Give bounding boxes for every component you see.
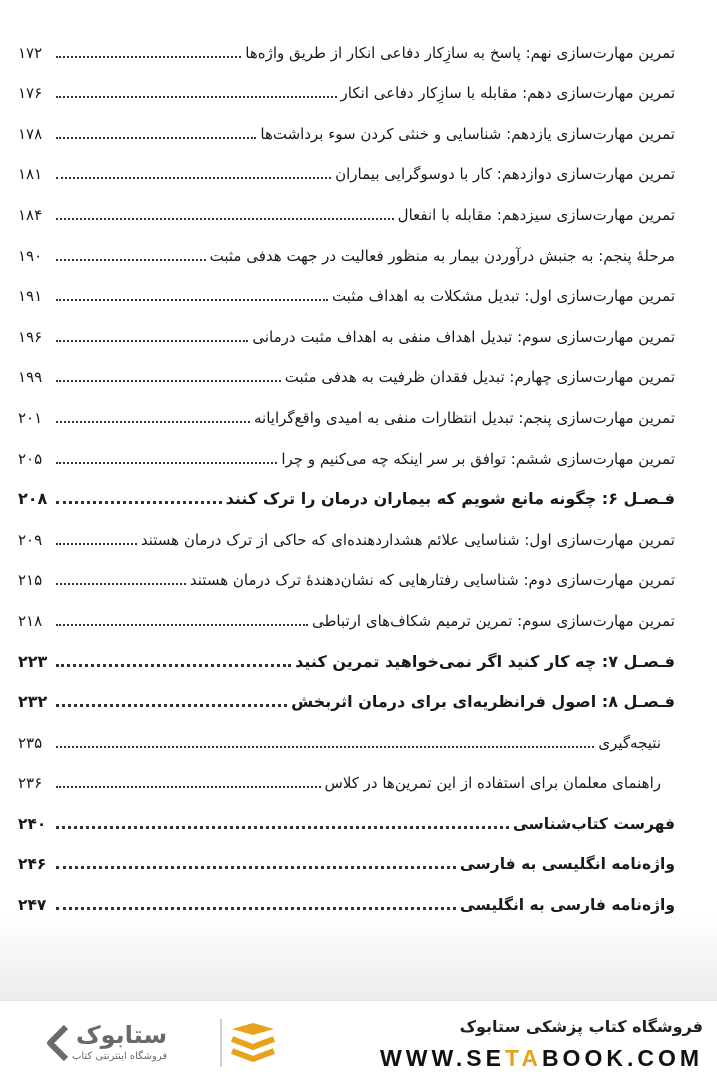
toc-page-number: ۱۹۹ (18, 368, 43, 387)
toc-page-number: ۲۰۱ (18, 408, 43, 427)
dot-leader (56, 136, 256, 139)
logo-tagline: فروشگاه اینترنتی کتاب (72, 1051, 168, 1062)
url-part-accent: TA (504, 1045, 542, 1071)
dot-leader (56, 500, 222, 504)
toc-row[interactable] (18, 22, 675, 63)
toc-row[interactable] (18, 793, 675, 834)
toc-row[interactable] (18, 590, 675, 631)
toc-page-number: ۲۴۰ (18, 814, 47, 833)
toc-row[interactable] (18, 63, 675, 104)
toc-page-number: ۱۷۲ (18, 43, 43, 62)
toc-chapter-row[interactable] (18, 672, 675, 713)
toc-page-number: ۱۸۴ (18, 205, 43, 224)
toc-title: فـصـل ۶: چگونه مانع شویم که بیماران درمان را ترک کنند (225, 489, 675, 509)
dot-leader (56, 258, 206, 261)
dot-leader (56, 379, 281, 382)
toc-row[interactable] (18, 874, 675, 915)
toc-title: نتیجه‌گیری (598, 733, 661, 752)
dot-leader (56, 217, 394, 220)
toc-title: تمرین مهارت‌سازی نهم: پاسخ به سازِکار دفاعی انکار از طریق واژه‌ها (245, 43, 675, 62)
toc-page-number: ۲۳۲ (18, 692, 48, 712)
toc-row[interactable] (18, 550, 675, 591)
toc-page-number: ۲۱۸ (18, 611, 43, 630)
table-of-contents (18, 22, 675, 915)
dot-leader (56, 865, 456, 869)
toc-page-number: ۱۹۶ (18, 327, 43, 346)
logo-wordmark: ستابوک (76, 1021, 168, 1049)
dot-leader (56, 298, 328, 301)
toc-title: مرحلهٔ پنجم: به جنبش درآوردن بیمار به منظور فعالیت در جهت هدفی مثبت (209, 246, 675, 265)
toc-row[interactable] (18, 184, 675, 225)
toc-page-number: ۱۷۸ (18, 124, 43, 143)
toc-row[interactable] (18, 306, 675, 347)
toc-page-number: ۲۱۵ (18, 571, 43, 590)
dot-leader (56, 623, 308, 626)
dot-leader (56, 55, 241, 58)
toc-title: تمرین مهارت‌سازی پنجم: تبدیل انتظارات منفی به امیدی واقع‌گرایانه (254, 408, 675, 427)
dot-leader (56, 339, 248, 342)
toc-page-number: ۲۰۵ (18, 449, 43, 468)
dot-leader (56, 785, 321, 788)
dot-leader (56, 420, 250, 423)
toc-chapter-row[interactable] (18, 631, 675, 672)
dot-leader (56, 906, 456, 910)
toc-title: تمرین مهارت‌سازی اول: شناسایی علائم هشداردهنده‌ای که حاکی از ترک درمان هستند (140, 530, 675, 549)
store-name: فروشگاه کتاب پزشکی ستابوک (459, 1017, 703, 1036)
toc-title: تمرین مهارت‌سازی دوازدهم: کار با دوسوگرایی بیماران (335, 165, 675, 184)
toc-title: تمرین مهارت‌سازی ششم: توافق بر سر اینکه چه می‌کنیم و چرا (281, 449, 675, 468)
dot-leader (56, 542, 137, 545)
toc-row[interactable] (18, 387, 675, 428)
url-part-1: WWW.SE (380, 1045, 505, 1071)
dot-leader (56, 95, 337, 98)
toc-chapter-row[interactable] (18, 469, 675, 510)
toc-row[interactable] (18, 266, 675, 307)
toc-page-number: ۲۳۵ (18, 733, 43, 752)
toc-title: تمرین مهارت‌سازی دهم: مقابله با سازِکار دفاعی انکار (340, 84, 675, 103)
toc-page-number: ۱۹۰ (18, 246, 43, 265)
toc-title: تمرین مهارت‌سازی سوم: تمرین ترمیم شکاف‌های ارتباطی (311, 611, 675, 630)
logo-divider (220, 1019, 222, 1067)
setabook-logo[interactable] (28, 1015, 278, 1071)
toc-title: تمرین مهارت‌سازی سیزدهم: مقابله با انفعال (397, 205, 675, 224)
dot-leader (56, 745, 594, 748)
book-stack-logo-icon (228, 1019, 278, 1069)
dot-leader (56, 461, 277, 464)
dot-leader (56, 663, 291, 667)
toc-row[interactable] (18, 144, 675, 185)
toc-page-number: ۱۹۱ (18, 287, 43, 306)
dot-leader (56, 825, 509, 829)
toc-page-number: ۲۰۸ (18, 489, 48, 509)
toc-row[interactable] (18, 753, 675, 794)
toc-title: فهرست کتاب‌شناسی (512, 814, 675, 833)
toc-row[interactable] (18, 103, 675, 144)
toc-page-number: ۱۸۱ (18, 165, 43, 184)
dot-leader (56, 703, 287, 707)
toc-page-number: ۲۲۳ (18, 651, 48, 671)
toc-title: واژه‌نامه انگلیسی به فارسی (459, 855, 675, 874)
toc-page-number: ۱۷۶ (18, 84, 43, 103)
toc-title: تمرین مهارت‌سازی سوم: تبدیل اهداف منفی به اهداف مثبت درمانی (252, 327, 675, 346)
toc-title: تمرین مهارت‌سازی یازدهم: شناسایی و خنثی کردن سوء برداشت‌ها (260, 124, 675, 143)
toc-page-number: ۲۴۶ (18, 855, 47, 874)
toc-title: تمرین مهارت‌سازی چهارم: تبدیل فقدان ظرفیت به هدفی مثبت (284, 368, 675, 387)
toc-page-number: ۲۴۷ (18, 896, 47, 915)
url-part-2: BOOK.COM (541, 1045, 703, 1071)
toc-row[interactable] (18, 347, 675, 388)
chevron-logo-icon (42, 1021, 72, 1065)
toc-row[interactable] (18, 509, 675, 550)
toc-title: راهنمای معلمان برای استفاده از این تمرین‌ها در کلاس (324, 774, 661, 793)
store-url[interactable] (380, 1045, 703, 1072)
toc-title: تمرین مهارت‌سازی اول: تبدیل مشکلات به اهداف مثبت (331, 287, 675, 306)
dot-leader (56, 582, 186, 585)
toc-title: واژه‌نامه فارسی به انگلیسی (459, 896, 675, 915)
toc-row[interactable] (18, 225, 675, 266)
toc-title: تمرین مهارت‌سازی دوم: شناسایی رفتارهایی که نشان‌دهندهٔ ترک درمان هستند (189, 571, 675, 590)
toc-title: فـصـل ۸: اصول فرانظریه‌ای برای درمان اثربخش (291, 692, 675, 712)
toc-row[interactable] (18, 712, 675, 753)
toc-title: فـصـل ۷: چه کار کنید اگر نمی‌خواهید تمرین کنید (295, 651, 675, 671)
dot-leader (56, 176, 331, 179)
toc-row[interactable] (18, 428, 675, 469)
toc-page-number: ۲۳۶ (18, 774, 43, 793)
footer-banner (0, 1000, 717, 1080)
toc-row[interactable] (18, 834, 675, 875)
page-fade (0, 915, 717, 1000)
toc-page-number: ۲۰۹ (18, 530, 43, 549)
